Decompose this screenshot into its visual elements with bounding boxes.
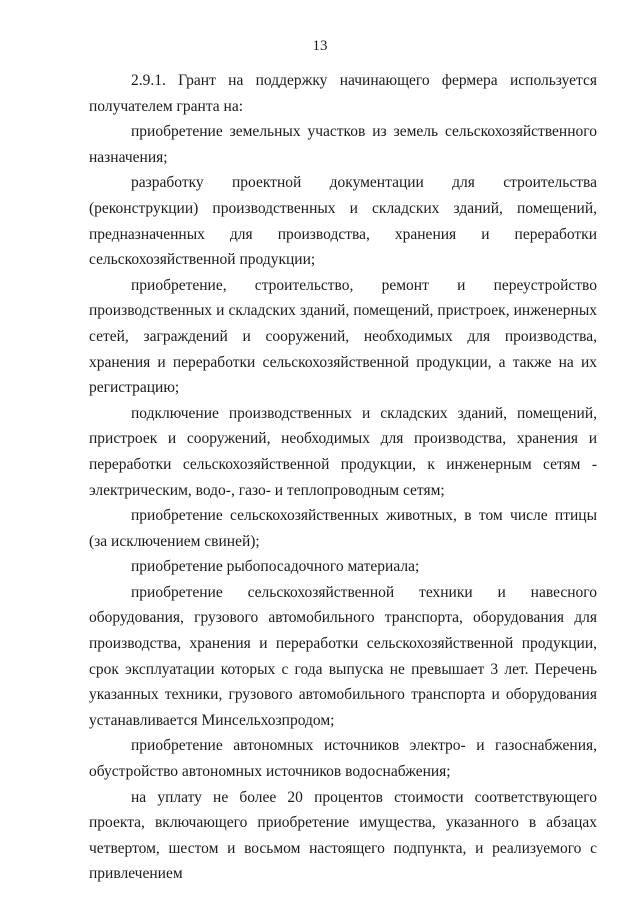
document-body	[89, 68, 597, 887]
paragraph-grant-usage-intro: 2.9.1. Грант на поддержку начинающего фермера используется получателем гранта на:	[89, 72, 597, 115]
paragraph-project-cost-share: на уплату не более 20 процентов стоимости соответствующего проекта, включающего приобретение имущества, указанного в абзацах четвертом, шестом и восьмом настоящего подпункта, и реализуемого с привлечением	[89, 788, 597, 883]
paragraph-project-documentation: разработку проектной документации для строительства (реконструкции) производственных и складских зданий, помещений, предназначенных для производства, хранения и переработки сельскохозяйственной продукции;	[89, 174, 597, 269]
page-number: 13	[312, 38, 328, 54]
paragraph-fish-stock: приобретение рыбопосадочного материала;	[131, 558, 420, 576]
paragraph-construction-repair: приобретение, строительство, ремонт и переустройство производственных и складских зданий, помещений, пристроек, инженерных сетей, заграждений и сооружений, необходимых для производства, хранения и переработки сельскохозяйственной продукции, а также на их регистрацию;	[89, 276, 597, 397]
paragraph-autonomous-supply: приобретение автономных источников электро- и газоснабжения, обустройство автономных источников водоснабжения;	[89, 737, 597, 781]
paragraph-livestock-acquisition: приобретение сельскохозяйственных животных, в том числе птицы (за исключением свиней);	[89, 507, 597, 550]
paragraph-machinery-equipment: приобретение сельскохозяйственной техники и навесного оборудования, грузового автомобильного транспорта, оборудования для производства, хранения и переработки сельскохозяйственной продукции, срок эксплуатации которых с года выпуска не превышает 3 лет. Перечень указанных техники, грузового автомобильного транспорта и оборудования устанавливается Минсельхозпродом;	[89, 583, 597, 729]
paragraph-utility-connection: подключение производственных и складских зданий, помещений, пристроек и сооружений, необходимых для производства, хранения и переработки сельскохозяйственной продукции, к инженерным сетям - электрическим, водо-, газо- и теплопроводным сетям;	[89, 404, 597, 499]
paragraph-land-acquisition: приобретение земельных участков из земель сельскохозяйственного назначения;	[89, 123, 597, 166]
